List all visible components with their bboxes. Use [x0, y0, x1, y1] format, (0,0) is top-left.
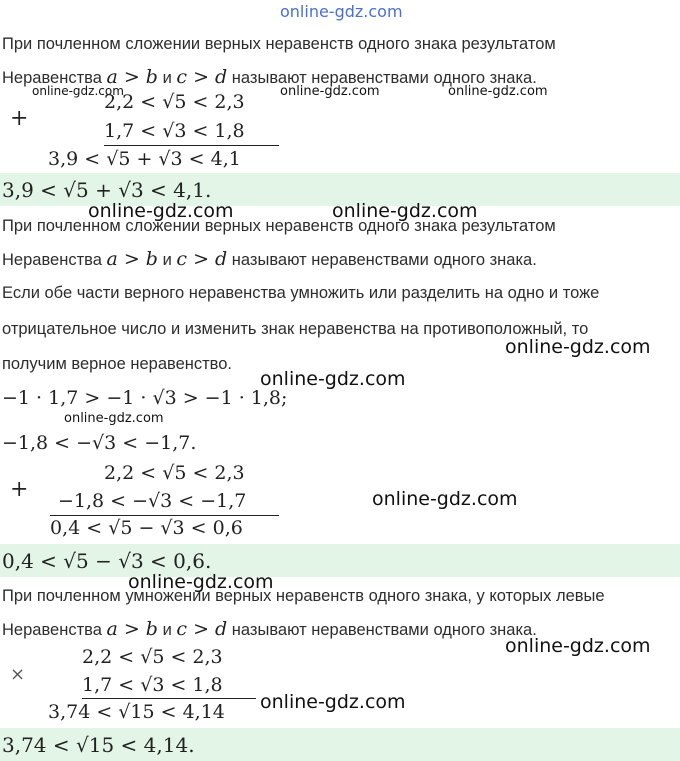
column-row-1: 2,2 < √5 < 2,3 — [104, 462, 245, 484]
watermark[interactable]: online-gdz.com — [128, 571, 274, 593]
paragraph-negative-multiply: Если обе части верного неравенства умножить или разделить на одно и тоже — [2, 284, 600, 302]
column-row-product: 3,74 < √15 < 4,14 — [48, 701, 225, 723]
paragraph-result-true: получим верное неравенство. — [2, 355, 233, 373]
column-row-1: 2,2 < √5 < 2,3 — [82, 646, 223, 668]
product-line — [82, 698, 256, 699]
watermark[interactable]: online-gdz.com — [505, 635, 651, 657]
text-and: и — [162, 621, 172, 639]
text-pre: Неравенства — [2, 251, 102, 269]
paragraph-sum-rule: При почленном сложении верных неравенств одного знака результатом — [2, 217, 556, 235]
plus-operator: + — [10, 106, 29, 131]
multiply-line: −1 · 1,7 > −1 · √3 > −1 · 1,8; — [2, 387, 288, 409]
text-pre: Неравенства — [2, 69, 102, 87]
watermark[interactable]: online-gdz.com — [280, 84, 380, 99]
result-2: 0,4 < √5 − √3 < 0,6. — [2, 549, 212, 573]
paragraph-product-rule: При почленном умножении верных неравенств одного знака, у которых левые — [2, 587, 605, 605]
sum-line — [104, 145, 279, 146]
watermark-top[interactable]: online-gdz.com — [280, 2, 403, 21]
multiply-operator: × — [10, 664, 26, 685]
inequality-a: a > b — [106, 66, 158, 88]
text-pre: Неравенства — [2, 621, 102, 639]
inequality-c: c > d — [176, 66, 228, 88]
watermark[interactable]: online-gdz.com — [260, 368, 406, 390]
watermark[interactable]: online-gdz.com — [505, 336, 651, 358]
text-post: называют неравенствами одного знака. — [231, 251, 537, 269]
result-1: 3,9 < √5 + √3 < 4,1. — [2, 178, 212, 202]
text-post: называют неравенствами одного знака. — [231, 69, 537, 87]
column-row-1: 2,2 < √5 < 2,3 — [104, 91, 245, 113]
watermark[interactable]: online-gdz.com — [64, 411, 164, 426]
plus-operator: + — [10, 477, 29, 502]
result-3: 3,74 < √15 < 4,14. — [2, 733, 195, 757]
inequality-c: c > d — [176, 618, 228, 640]
column-row-2: −1,8 < −√3 < −1,7 — [58, 490, 247, 512]
text-and: и — [162, 251, 172, 269]
column-row-sum: 0,4 < √5 − √3 < 0,6 — [50, 517, 243, 539]
paragraph-sum-rule: При почленном сложении верных неравенств одного знака результатом — [2, 35, 556, 53]
negated-line: −1,8 < −√3 < −1,7. — [2, 432, 197, 454]
column-row-2: 1,7 < √3 < 1,8 — [104, 120, 245, 142]
watermark[interactable]: online-gdz.com — [32, 84, 124, 98]
inequality-a: a > b — [106, 248, 158, 270]
watermark[interactable]: online-gdz.com — [88, 200, 234, 222]
column-row-2: 1,7 < √3 < 1,8 — [82, 674, 223, 696]
column-row-sum: 3,9 < √5 + √3 < 4,1 — [48, 148, 241, 170]
inequality-a: a > b — [106, 618, 158, 640]
paragraph-negative-multiply-cont: отрицательное число и изменить знак неравенства на противоположный, то — [2, 320, 589, 338]
paragraph-same-sign-definition — [2, 618, 537, 640]
sum-line — [50, 515, 279, 516]
text-and: и — [162, 69, 172, 87]
watermark[interactable]: online-gdz.com — [260, 691, 406, 713]
text-post: называют неравенствами одного знака. — [231, 621, 537, 639]
paragraph-same-sign-definition — [2, 248, 537, 270]
inequality-c: c > d — [176, 248, 228, 270]
watermark[interactable]: online-gdz.com — [448, 84, 548, 99]
watermark[interactable]: online-gdz.com — [332, 200, 478, 222]
watermark[interactable]: online-gdz.com — [372, 488, 518, 510]
